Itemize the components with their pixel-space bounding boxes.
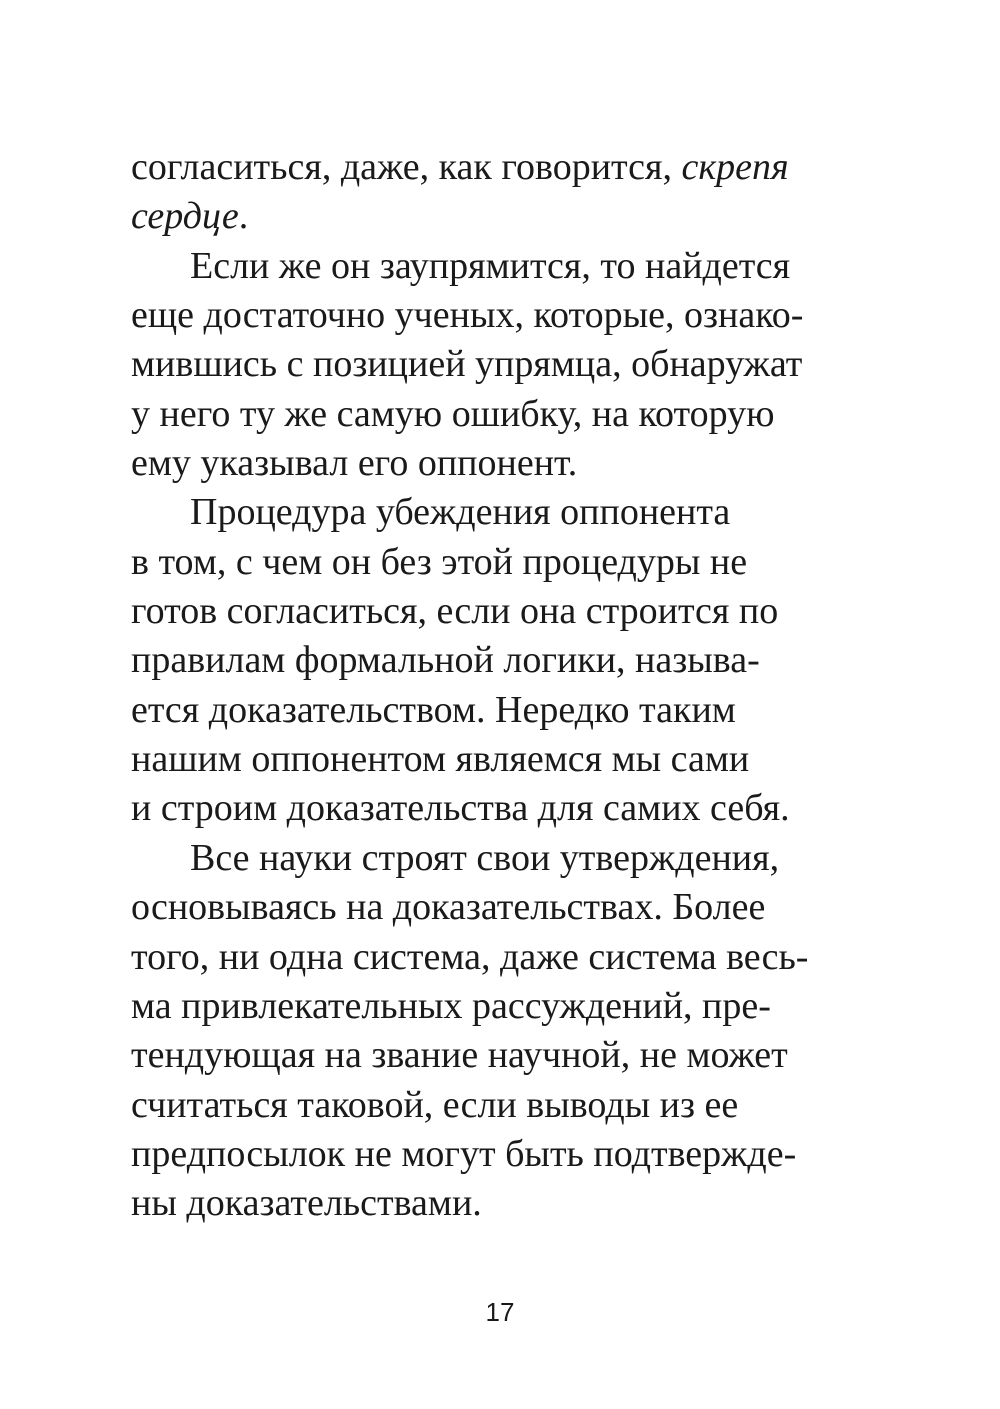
text-line: основываясь на доказательствах. Более	[131, 886, 766, 929]
text-line: того, ни одна система, даже система весь-	[131, 935, 809, 978]
text-line: в том, с чем он без этой процедуры не	[131, 540, 748, 583]
text-line: нашим оппонентом являемся мы сами	[131, 738, 750, 781]
italic-phrase: сердце	[131, 195, 239, 238]
text-line: сердце.	[131, 195, 249, 238]
text-line: правилам формальной логики, называ-	[131, 639, 760, 682]
paragraph-first-line: Все науки строят свои утверждения,	[190, 836, 780, 879]
text-line: готов согласиться, если она строится по	[131, 590, 779, 633]
text-line: мившись с позицией упрямца, обнаружат	[131, 343, 803, 386]
text-line: еще достаточно ученых, которые, ознако-	[131, 294, 804, 337]
text-line: тендующая на звание научной, не может	[131, 1034, 788, 1077]
text-line: ма привлекательных рассуждений, пре-	[131, 984, 771, 1027]
body-text	[131, 143, 861, 1229]
page-number: 17	[485, 1297, 515, 1327]
italic-phrase: скрепя	[681, 146, 789, 188]
text-line: ется доказательством. Нередко таким	[131, 688, 736, 731]
text-line: и строим доказательства для самих себя.	[131, 787, 790, 830]
text-line: у него ту же самую ошибку, на которую	[131, 392, 775, 435]
text-line: считаться таковой, если выводы из ее	[131, 1083, 739, 1126]
text-line: ны доказательствами.	[131, 1182, 482, 1225]
text-line: согласиться, даже, как говорится, скрепя	[131, 146, 789, 188]
paragraph-first-line: Если же он заупрямится, то найдется	[190, 244, 791, 287]
paragraph-first-line: Процедура убеждения оппонента	[190, 491, 731, 534]
text-line: предпосылок не могут быть подтвержде-	[131, 1132, 797, 1175]
text-line: ему указывал его оппонент.	[131, 442, 578, 485]
